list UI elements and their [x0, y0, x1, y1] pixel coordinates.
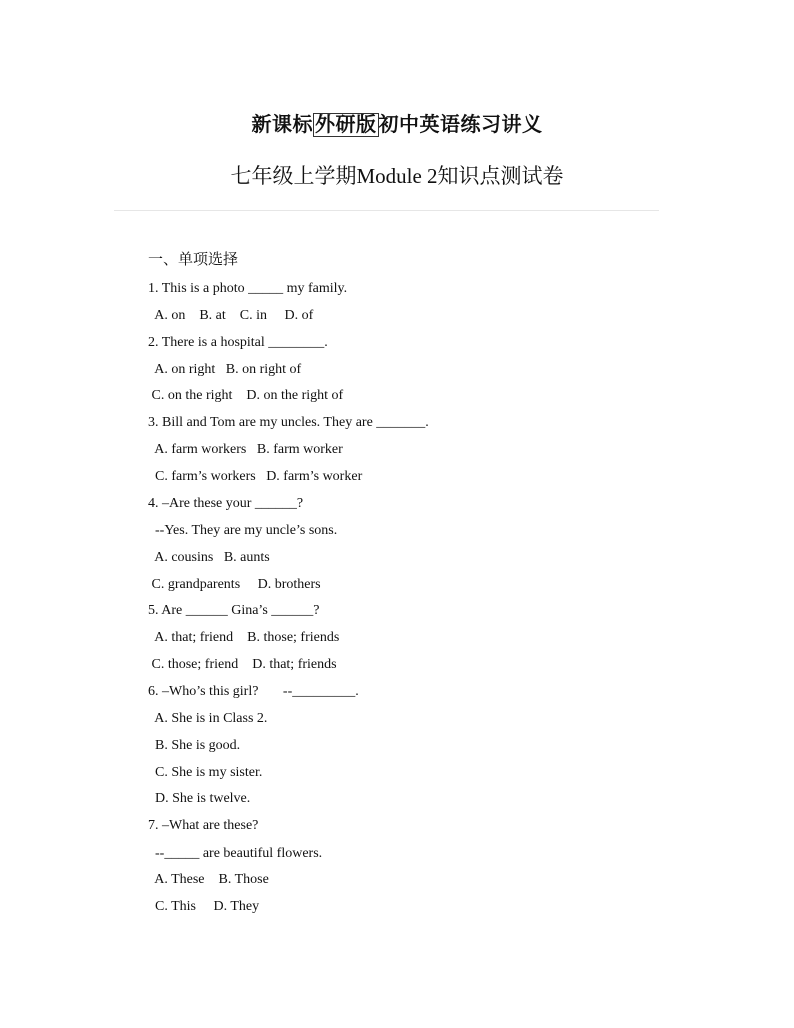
question-4: 4. –Are these your ______?	[148, 496, 304, 511]
title-suffix: 初中英语练习讲义	[378, 114, 543, 136]
title-boxed-text: 外研版	[315, 114, 377, 136]
q5-options-ab: A. that; friend B. those; friends	[148, 630, 340, 645]
q7-dialogue-reply: --_____ are beautiful flowers.	[148, 846, 323, 861]
document-title	[0, 108, 794, 137]
question-5: 5. Are ______ Gina’s ______?	[148, 603, 320, 618]
q1-options: A. on B. at C. in D. of	[148, 308, 314, 323]
q2-options-ab: A. on right B. on right of	[148, 362, 302, 377]
question-3: 3. Bill and Tom are my uncles. They are _______.	[148, 415, 429, 430]
question-6: 6. –Who’s this girl? --_________.	[148, 684, 359, 699]
q6-option-c: C. She is my sister.	[148, 765, 263, 780]
q3-options-cd: C. farm’s workers D. farm’s worker	[148, 469, 363, 484]
q7-options-cd: C. This D. They	[148, 899, 260, 914]
q7-options-ab: A. These B. Those	[148, 872, 269, 887]
q3-options-ab: A. farm workers B. farm worker	[148, 442, 343, 457]
q6-option-a: A. She is in Class 2.	[148, 711, 268, 726]
title-prefix: 新课标	[251, 114, 313, 136]
question-7: 7. –What are these?	[148, 818, 259, 833]
q4-dialogue-reply: --Yes. They are my uncle’s sons.	[148, 523, 338, 538]
divider-line	[114, 210, 659, 211]
q4-options-ab: A. cousins B. aunts	[148, 550, 270, 565]
question-1: 1. This is a photo _____ my family.	[148, 281, 348, 296]
document-subtitle: 七年级上学期Module 2知识点测试卷	[230, 164, 564, 188]
section-heading: 一、单项选择	[148, 252, 239, 268]
q2-options-cd: C. on the right D. on the right of	[148, 388, 344, 403]
question-2: 2. There is a hospital ________.	[148, 335, 328, 350]
q6-option-b: B. She is good.	[148, 738, 241, 753]
q5-options-cd: C. those; friend D. that; friends	[148, 657, 337, 672]
q4-options-cd: C. grandparents D. brothers	[148, 577, 321, 592]
q6-option-d: D. She is twelve.	[148, 791, 251, 806]
